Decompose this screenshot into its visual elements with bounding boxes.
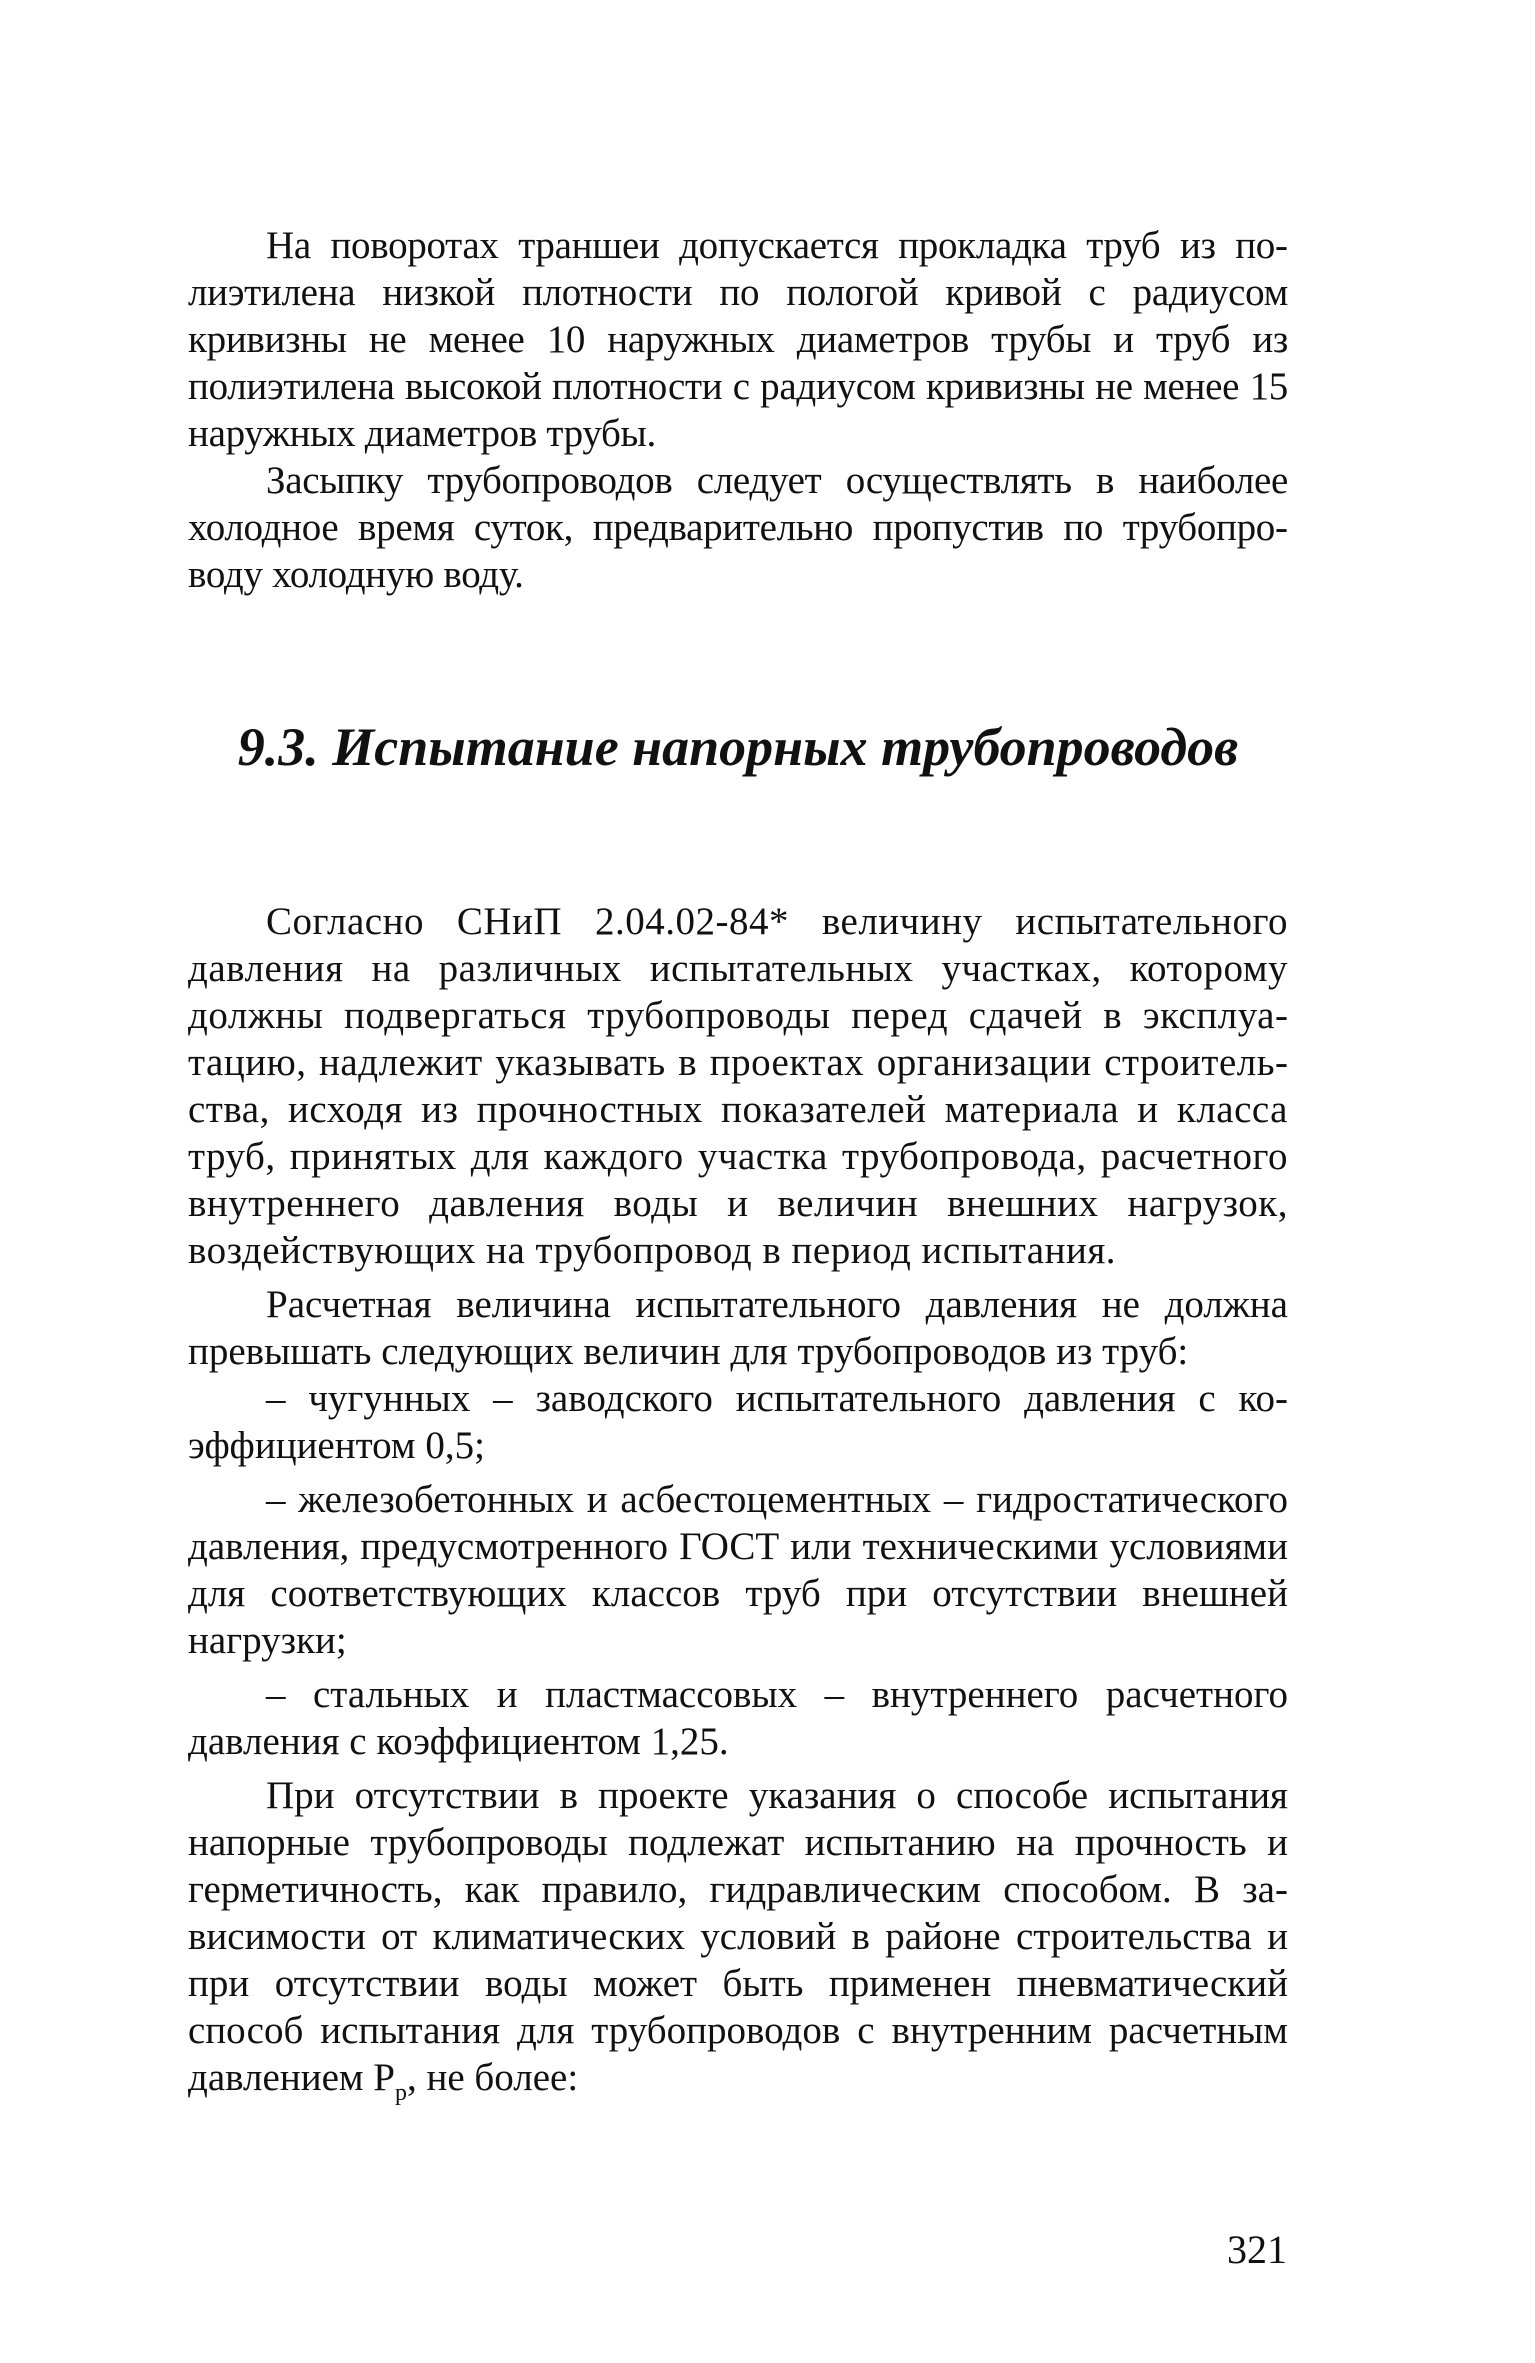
- section-heading: 9.3. Испытание напорных трубопроводов: [237, 717, 1239, 777]
- page-number: 321: [1227, 2227, 1287, 2272]
- test-method-text-end: , не более:: [407, 2056, 579, 2099]
- pressure-subscript: р: [395, 2080, 407, 2106]
- spacer: [188, 780, 1288, 898]
- list-item-cast-iron: – чугунных – заводского испытательного давления с коэффициентом 0,5;: [188, 1377, 1288, 1467]
- paragraph-snip-reference: Согласно СНиП 2.04.02-84* величину испытательного давления на различных испытательных участках, которому должны подвергаться трубопроводы перед сдачей в эксплуатацию, надлежит указывать в проектах организации строительства, исходя из прочностных показателей материала и класса труб, принятых для каждого участка трубопровода, расчетного внутреннего давления воды и величин внешних нагрузок, воздействующих на трубопровод в период испытания.: [188, 900, 1288, 1272]
- paragraph-test-pressure-limits: Расчетная величина испытательного давления не должна превышать следующих величин для трубопроводов из труб:: [188, 1283, 1288, 1373]
- test-method-text: При отсутствии в проекте указания о способе испытания напорные трубопроводы подлежат испытанию на прочность и герметичность, как правило, гидравлическим способом. В зависимости от климатических условий в районе строительства и при отсутствии воды может быть применен пневматический способ испытания для трубопроводов с внутренним расчетным давлением Р: [188, 1774, 1288, 2099]
- paragraph-backfill: Засыпку трубопроводов следует осуществлять в наиболее холодное время суток, предварительно пропустив по трубопроводу холодную воду.: [188, 459, 1288, 596]
- list-item-reinforced-concrete: – железобетонных и асбестоцементных – гидростатического давления, предусмотренного ГОСТ или техническими условиями для соответствующих классов труб при отсутствии внешней нагрузки;: [188, 1478, 1288, 1662]
- page-body: [188, 222, 1288, 2117]
- list-item-steel-plastic: – стальных и пластмассовых – внутреннего расчетного давления с коэффициентом 1,25.: [188, 1673, 1288, 1763]
- paragraph-test-method: [188, 1772, 1288, 2117]
- paragraph-trench-turns: На поворотах траншеи допускается прокладка труб из полиэтилена низкой плотности по пологой кривой с радиусом кривизны не менее 10 наружных диаметров трубы и труб из полиэтилена высокой плотности с радиусом кривизны не менее 15 наружных диаметров трубы.: [188, 224, 1288, 455]
- spacer: [188, 598, 1288, 714]
